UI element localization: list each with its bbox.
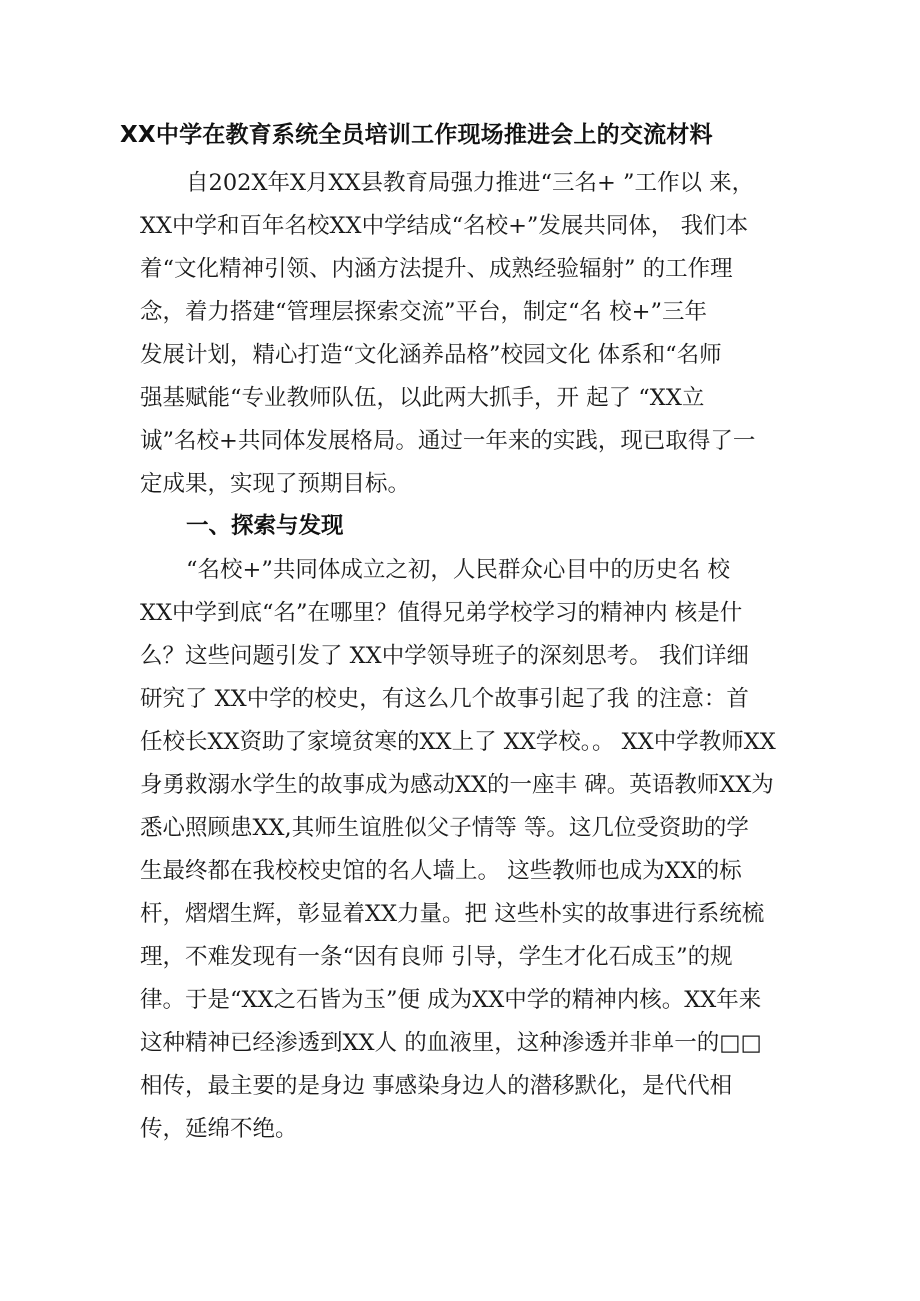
paragraph-line: 定成果，实现了预期目标。	[140, 471, 411, 497]
section-heading: 一、探索与发现	[186, 513, 344, 539]
paragraph-line: 念，着力搭建“管理层探索交流”平台，制定“名 校+”三年	[140, 299, 708, 325]
paragraph-line: XX中学和百年名校XX中学结成“名校+”发展共同体， 我们本	[140, 213, 749, 239]
paragraph-line: 诚”名校+共同体发展格局。通过一年来的实践，现已取得了一	[140, 428, 756, 454]
paragraph-line: 强基赋能“专业教师队伍，以此两大抓手，开 起了 “XX立	[140, 385, 705, 411]
paragraph-line: 着“文化精神引领、内涵方法提升、成熟经验辐射” 的工作理	[140, 256, 733, 282]
paragraph-line: 自202X年X月XX县教育局强力推进“三名+ ”工作以 来，	[186, 170, 755, 196]
paragraph-line: 生最终都在我校校史馆的名人墙上。 这些教师也成为XX的标	[140, 858, 742, 884]
paragraph-line: 么？这些问题引发了 XX中学领导班子的深刻思考。 我们详细	[140, 643, 749, 669]
paragraph-line: 理，不难发现有一条“因有良师 引导，学生才化石成玉”的规	[140, 944, 733, 970]
paragraph-line: 相传，最主要的是身边 事感染身边人的潜移默化，是代代相	[140, 1073, 733, 1099]
paragraph-line: 传，延绵不绝。	[140, 1116, 298, 1142]
paragraph-line: XX中学到底“名”在哪里？值得兄弟学校学习的精神内 核是什	[140, 600, 743, 626]
paragraph-line: 杆，熠熠生辉，彰显着XX力量。把 这些朴实的故事进行系统梳	[140, 901, 765, 927]
paragraph-line: “名校+”共同体成立之初，人民群众心目中的历史名 校	[186, 557, 731, 583]
paragraph-line: 悉心照顾患XX,其师生谊胜似父子情等 等。这几位受资助的学	[140, 815, 749, 841]
paragraph-line: 研究了 XX中学的校史，有这么几个故事引起了我 的注意：首	[140, 686, 749, 712]
paragraph-line: 发展计划，精心打造“文化涵养品格”校园文化 体系和“名师	[140, 342, 722, 368]
document-title: XX中学在教育系统全员培训工作现场推进会上的交流材料	[120, 122, 713, 148]
paragraph-line: 任校长XX资助了家境贫寒的XX上了 XX学校。。 XX中学教师XX	[140, 729, 776, 755]
paragraph-line: 身勇救溺水学生的故事成为感动XX的一座丰 碑。英语教师XX为	[140, 772, 774, 798]
paragraph-line: 这种精神已经渗透到XX人 的血液里，这种渗透并非单一的□□	[140, 1030, 762, 1056]
paragraph-line: 律。于是“XX之石皆为玉”便 成为XX中学的精神内核。XX年来	[140, 987, 762, 1013]
